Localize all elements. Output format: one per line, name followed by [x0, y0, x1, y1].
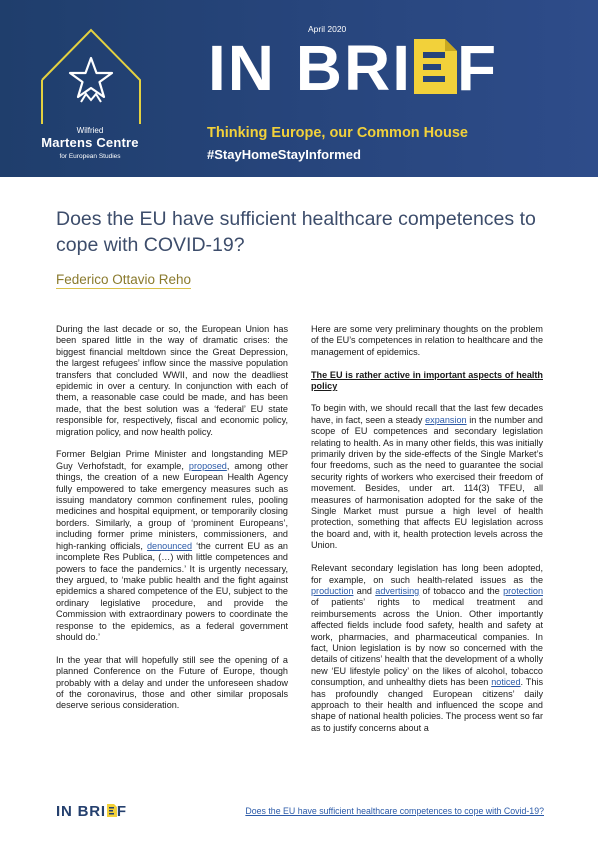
right-paragraph-2: [311, 403, 543, 551]
link-advertising[interactable]: advertising: [375, 585, 420, 596]
link-denounced[interactable]: denounced: [147, 540, 193, 551]
right-paragraph-1: Here are some very preliminary thoughts on the problem of the EU’s competences in relation to healthcare and the management of epidemics.: [311, 324, 543, 357]
link-production[interactable]: production: [311, 585, 354, 596]
text-run: of patients’ rights to medical treatment and reimbursements across the Union. Other importantly affected fields include food safety, health and safety at work, pharmacies, and pharmaceutical companies. In fact, Union legislation is by now so concerned with the details of citizens’ health that the development of a wholly new ‘EU lifestyle policy’ on the likes of alcohol, tobacco consumption, and unhealthy diets has been: [311, 597, 543, 688]
tagline: Thinking Europe, our Common House: [207, 125, 468, 141]
header-banner: [0, 0, 598, 177]
text-run: and: [353, 585, 376, 596]
article-title: Does the EU have sufficient healthcare competences to cope with COVID-19?: [56, 208, 536, 256]
wordmark-text-a: IN BRI: [208, 32, 412, 104]
footer-in-brief-logo: [56, 803, 127, 820]
link-proposed[interactable]: proposed: [188, 460, 227, 471]
in-brief-wordmark: [208, 32, 498, 104]
footer-article-link[interactable]: Does the EU have sufficient healthcare competences to cope with Covid-19?: [245, 806, 544, 816]
left-paragraph-3: In the year that will hopefully still see the opening of a planned Conference on the Future of Europe, though probably with a delay and under the unforeseen shadow of the coronavirus, those and other similar proposals deserve serious consideration.: [56, 654, 288, 711]
text-run: of tobacco and the: [419, 585, 504, 596]
text-run: . This has profoundly changed European citizens’ daily approach to their health and influenced the scope and shape of national health policies. The process went so far as to justify concerns about a: [311, 677, 543, 733]
footer-document-e-icon: [107, 804, 117, 817]
text-run: Former Belgian Prime Minister and longstanding MEP Guy Verhofstadt, for example,: [56, 449, 288, 471]
section-subheading: The EU is rather active in important aspects of health policy: [311, 369, 543, 392]
link-noticed[interactable]: noticed: [491, 677, 521, 688]
logo-line-european-studies: for European Studies: [59, 153, 121, 160]
text-run: To begin with, we should recall that the last few decades have, in fact, seen a steady: [311, 403, 543, 425]
wordmark-text-b: F: [457, 32, 499, 104]
right-paragraph-3: [311, 563, 543, 734]
link-expansion[interactable]: expansion: [425, 414, 467, 425]
document-e-icon: [414, 39, 457, 94]
footer-wordmark-b: F: [116, 803, 127, 820]
logo-line-wilfried: Wilfried: [76, 126, 104, 135]
footer-wordmark-a: IN BRI: [56, 803, 106, 820]
left-paragraph-1: During the last decade or so, the European Union has been spared little in the way of dramatic crises: the biggest financial meltdown since the Great Depression, the largest refugees’ inflow since the massive population transfers that concluded WWII, and now the deadliest epidemic in over a century. In conjunction with each of them, a reasonable case could be made, and has been made, that the best solution was a ‘federal’ EU state responsible for, respectively, fiscal and economic policy, migration policy, and now health policy.: [56, 324, 288, 437]
text-run: in the number and scope of EU competences and secondary legislation relating to health. As in many other fields, this was initially primarily driven by the side-effects of the Single Market’s four freedoms, such as the need to guarantee the social security rights of workers who exercised their freedom of movement. Besides, under art. 114(3) TFEU, all measures of harmonisation adopted for the sake of the Single Market must pursue a high level of health protection, something that affects EU legislation across the board and, with it, health protection levels across the Union.: [311, 414, 543, 551]
article-author: Federico Ottavio Reho: [56, 272, 192, 287]
left-column: [56, 324, 288, 723]
logo-line-martens-centre: Martens Centre: [41, 135, 139, 150]
text-run: , among other things, the creation of a new European Health Agency fully empowered to take emergency measures such as issuing mandatory common confinement rules, pooling medicines and hospital equipment, or temporarily closing borders. Similarly, a group of ‘prominent Europeans’, including former prime ministers, commissioners, and high-ranking officials,: [56, 460, 288, 551]
text-run: ‘the current EU as an incomplete Res Publica, (…) with little competences and powers to face the pandemics.’ It is urgently necessary, they argued, to ‘make public health and the fight against epidemics a shared competence of the EU, subject to the ordinary legislative procedure, and provide the Commission with extraordinary powers to coordinate the response to the epidemics, as a federal government should do.’: [56, 540, 288, 642]
hashtag: #StayHomeStayInformed: [207, 147, 361, 162]
martens-centre-logo-icon: [36, 22, 146, 126]
left-paragraph-2: [56, 449, 288, 643]
link-protection[interactable]: protection: [503, 585, 543, 596]
text-run: Relevant secondary legislation has long been adopted, for example, on such health-related issues as the: [311, 563, 543, 585]
right-column: [311, 324, 543, 746]
publication-date: April 2020: [308, 24, 347, 34]
